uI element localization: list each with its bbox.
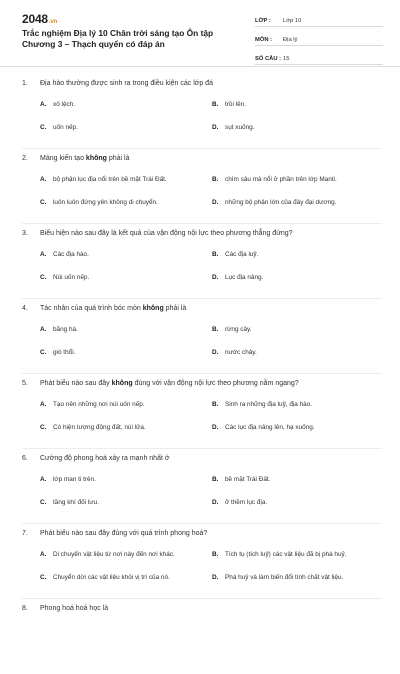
option-text: xô lệch.	[53, 101, 76, 108]
option-text: Sinh ra những địa luỹ, địa hào.	[225, 401, 313, 408]
question-stem	[22, 605, 108, 612]
option-letter: C.	[40, 349, 47, 356]
question-text: Tác nhân của quá trình bóc mòn	[40, 305, 143, 312]
option-text: trồi lên.	[225, 101, 246, 108]
option-text: bề mặt Trái Đất.	[225, 476, 271, 483]
option-letter: C.	[40, 124, 47, 131]
answer-option[interactable]	[212, 476, 270, 483]
option-letter: B.	[212, 401, 219, 408]
option-letter: C.	[40, 499, 47, 506]
option-text: bộ phận lục địa nổi trên bề mặt Trái Đất.	[53, 176, 167, 183]
answer-option[interactable]	[212, 274, 263, 281]
question-number: 4.	[22, 305, 28, 312]
option-letter: B.	[212, 251, 219, 258]
option-letter: A.	[40, 101, 47, 108]
option-letter: B.	[212, 551, 219, 558]
question-stem	[22, 530, 207, 537]
meta-row-subject	[255, 31, 383, 46]
option-text: tầng khí đối lưu.	[53, 499, 99, 506]
answer-option[interactable]	[40, 499, 99, 506]
logo-suffix: .vn	[48, 19, 57, 25]
answer-option[interactable]	[40, 401, 145, 408]
option-text: rừng cây.	[225, 326, 252, 333]
option-text: ở thềm lục địa.	[225, 499, 268, 506]
option-text: Tích tụ (tích luỹ) các vật liệu đã bị phá huỷ.	[225, 551, 347, 558]
question-item	[22, 74, 382, 149]
question-text: Phát biểu nào sau đây	[40, 380, 112, 387]
option-text: băng hà.	[53, 326, 78, 333]
option-letter: A.	[40, 326, 47, 333]
question-item	[22, 374, 382, 449]
option-letter: B.	[212, 101, 219, 108]
answer-option[interactable]	[212, 574, 343, 581]
option-text: Có hiện tượng động đất, núi lửa.	[53, 424, 146, 431]
question-number: 6.	[22, 455, 28, 462]
meta-row-count	[255, 50, 383, 65]
option-text: chìm sâu mà nổi ở phần trên lớp Manti.	[225, 176, 337, 183]
option-letter: D.	[212, 499, 219, 506]
option-letter: A.	[40, 251, 47, 258]
question-number: 1.	[22, 80, 28, 87]
site-logo[interactable]	[22, 12, 57, 26]
option-text: Núi uốn nếp.	[53, 274, 90, 281]
question-item	[22, 299, 382, 374]
option-text: Các địa hào.	[53, 251, 89, 258]
question-stem	[22, 80, 213, 87]
option-text: sụt xuống.	[225, 124, 255, 131]
question-stem	[22, 305, 186, 312]
answer-option[interactable]	[212, 124, 255, 131]
option-letter: D.	[212, 274, 219, 281]
option-letter: D.	[212, 424, 219, 431]
meta-value: Lớp 10	[283, 18, 302, 24]
question-text: Biểu hiện nào sau đây là kết quả của vận động nội lực theo phương thẳng đứng?	[40, 230, 293, 237]
question-emphasis: không	[111, 380, 133, 387]
answer-option[interactable]	[212, 101, 246, 108]
question-item	[22, 599, 382, 674]
meta-key: SỐ CÂU :	[255, 56, 282, 62]
option-text: Chuyển dời các vật liệu khỏi vị trí của nó.	[53, 574, 170, 581]
answer-option[interactable]	[212, 424, 315, 431]
option-text: Các địa luỹ.	[225, 251, 259, 258]
question-list	[22, 74, 382, 674]
question-number: 7.	[22, 530, 28, 537]
option-letter: C.	[40, 424, 47, 431]
question-number: 8.	[22, 605, 28, 612]
meta-key: LỚP :	[255, 18, 271, 24]
option-text: những bộ phận lớn của đáy đại dương.	[225, 199, 337, 206]
option-text: Di chuyển vật liệu từ nơi này đến nơi khác.	[53, 551, 175, 558]
question-emphasis: không	[85, 155, 107, 162]
question-item	[22, 524, 382, 599]
answer-option[interactable]	[40, 574, 170, 581]
meta-panel	[255, 12, 383, 69]
question-text-tail: phải là	[163, 305, 187, 312]
answer-option[interactable]	[40, 199, 158, 206]
answer-option[interactable]	[212, 401, 312, 408]
option-text: luôn luôn đứng yên không di chuyển.	[53, 199, 158, 206]
answer-option[interactable]	[212, 199, 336, 206]
meta-value: 15	[283, 56, 290, 62]
meta-key: MÔN :	[255, 37, 273, 43]
option-letter: C.	[40, 199, 47, 206]
option-letter: B.	[212, 326, 219, 333]
question-text: Cường độ phong hoá xảy ra mạnh nhất ở	[40, 455, 170, 462]
question-text: Phong hoá hoá học là	[40, 605, 109, 612]
answer-option[interactable]	[212, 251, 258, 258]
answer-option[interactable]	[40, 326, 78, 333]
option-letter: A.	[40, 476, 47, 483]
answer-option[interactable]	[40, 349, 75, 356]
question-stem	[22, 380, 299, 387]
answer-option[interactable]	[212, 551, 346, 558]
question-text: Mảng kiến tạo	[40, 155, 86, 162]
meta-value: Địa lý	[283, 37, 298, 43]
option-text: nước chảy.	[225, 349, 257, 356]
option-letter: B.	[212, 176, 219, 183]
option-letter: D.	[212, 124, 219, 131]
option-letter: C.	[40, 274, 47, 281]
question-stem	[22, 155, 130, 162]
answer-option[interactable]	[212, 499, 267, 506]
question-number: 5.	[22, 380, 28, 387]
answer-option[interactable]	[40, 476, 96, 483]
header-divider	[0, 66, 400, 67]
option-letter: D.	[212, 349, 219, 356]
option-text: Phá huỷ và làm biến đổi tính chất vật liệu.	[225, 574, 344, 581]
question-text-tail: đúng với vận động nội lực theo phương nằm ngang?	[132, 380, 299, 387]
logo-text: 2048	[22, 12, 48, 26]
option-letter: D.	[212, 574, 219, 581]
meta-row-class	[255, 12, 383, 27]
question-text: Địa hào thường được sinh ra trong điều kiện các lớp đá	[40, 80, 213, 87]
option-text: Tạo nên những nơi núi uốn nếp.	[53, 401, 145, 408]
option-text: lớp man ti trên.	[53, 476, 96, 483]
option-text: uốn nếp.	[53, 124, 78, 131]
question-text-tail: phải là	[106, 155, 130, 162]
option-letter: A.	[40, 176, 47, 183]
question-stem	[22, 230, 293, 237]
option-letter: B.	[212, 476, 219, 483]
answer-option[interactable]	[212, 349, 257, 356]
option-text: Các lục địa nâng lên, hạ xuống.	[225, 424, 315, 431]
question-number: 3.	[22, 230, 28, 237]
question-item	[22, 224, 382, 299]
question-item	[22, 149, 382, 224]
question-stem	[22, 455, 169, 462]
answer-option[interactable]	[40, 176, 167, 183]
header	[22, 0, 382, 62]
page-title: Trắc nghiệm Địa lý 10 Chân trời sáng tạo Ôn tập Chương 3 – Thạch quyển có đáp án	[22, 28, 214, 49]
answer-option[interactable]	[40, 251, 89, 258]
answer-option[interactable]	[40, 124, 78, 131]
answer-option[interactable]	[40, 424, 146, 431]
question-number: 2.	[22, 155, 28, 162]
answer-option[interactable]	[40, 274, 89, 281]
question-item	[22, 449, 382, 524]
option-letter: A.	[40, 401, 47, 408]
answer-option[interactable]	[212, 326, 252, 333]
option-text: Lục địa nâng.	[225, 274, 264, 281]
answer-option[interactable]	[40, 551, 175, 558]
question-text: Phát biểu nào sau đây đúng với quá trình phong hoá?	[40, 530, 208, 537]
option-text: gió thổi.	[53, 349, 76, 356]
option-letter: D.	[212, 199, 219, 206]
option-letter: A.	[40, 551, 47, 558]
answer-option[interactable]	[40, 101, 75, 108]
question-emphasis: không	[142, 305, 164, 312]
answer-option[interactable]	[212, 176, 337, 183]
option-letter: C.	[40, 574, 47, 581]
